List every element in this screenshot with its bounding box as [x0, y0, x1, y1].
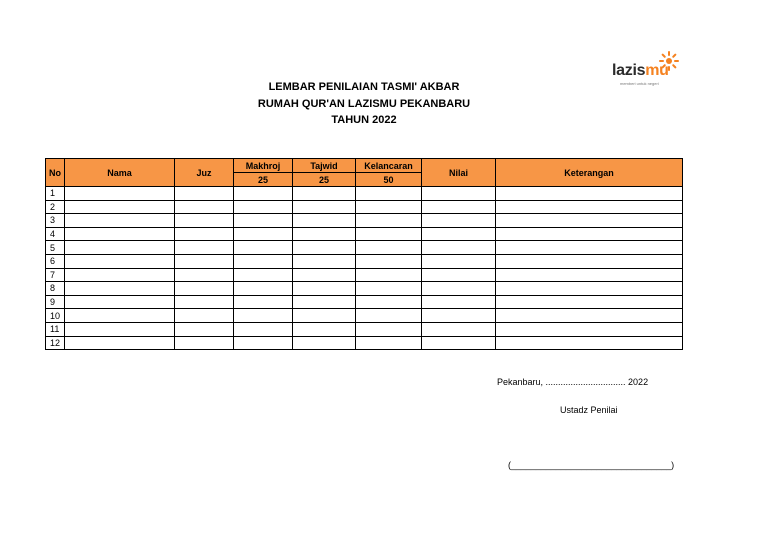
cell-kelancaran	[356, 268, 422, 282]
cell-kelancaran	[356, 322, 422, 336]
cell-juz	[175, 214, 234, 228]
cell-makhroj	[234, 187, 293, 201]
cell-tajwid	[293, 227, 356, 241]
cell-no: 9	[46, 295, 65, 309]
cell-makhroj	[234, 322, 293, 336]
cell-no: 8	[46, 282, 65, 296]
cell-makhroj	[234, 254, 293, 268]
header-kelancaran: Kelancaran	[356, 159, 422, 173]
cell-keterangan	[496, 282, 683, 296]
cell-kelancaran	[356, 295, 422, 309]
table-row	[46, 268, 683, 282]
cell-nilai	[422, 295, 496, 309]
cell-tajwid	[293, 200, 356, 214]
header-juz: Juz	[175, 159, 234, 187]
cell-nama	[65, 214, 175, 228]
table-row	[46, 200, 683, 214]
weight-makhroj: 25	[234, 173, 293, 187]
header-makhroj: Makhroj	[234, 159, 293, 173]
cell-nilai	[422, 200, 496, 214]
signature-place-date: Pekanbaru, ................................ 2022	[497, 377, 649, 387]
cell-keterangan	[496, 227, 683, 241]
table-row	[46, 214, 683, 228]
assessment-table	[45, 158, 683, 350]
cell-kelancaran	[356, 282, 422, 296]
cell-juz	[175, 254, 234, 268]
cell-kelancaran	[356, 200, 422, 214]
cell-kelancaran	[356, 241, 422, 255]
cell-kelancaran	[356, 214, 422, 228]
cell-nama	[65, 322, 175, 336]
cell-nilai	[422, 254, 496, 268]
title-line-3: TAHUN 2022	[331, 114, 397, 126]
cell-nilai	[422, 309, 496, 323]
cell-no: 4	[46, 227, 65, 241]
cell-makhroj	[234, 336, 293, 350]
weight-tajwid: 25	[293, 173, 356, 187]
cell-juz	[175, 336, 234, 350]
title-line-2: RUMAH QUR'AN LAZISMU PEKANBARU	[257, 97, 471, 110]
table-row	[46, 282, 683, 296]
cell-nama	[65, 254, 175, 268]
logo-wordmark	[612, 62, 669, 80]
cell-keterangan	[496, 254, 683, 268]
header-no: No	[46, 159, 65, 187]
cell-juz	[175, 322, 234, 336]
cell-makhroj	[234, 200, 293, 214]
cell-nama	[65, 200, 175, 214]
cell-kelancaran	[356, 336, 422, 350]
cell-nama	[65, 282, 175, 296]
cell-makhroj	[234, 295, 293, 309]
cell-nilai	[422, 268, 496, 282]
cell-makhroj	[234, 282, 293, 296]
cell-nama	[65, 268, 175, 282]
signature-name-line: (________________________________)	[508, 460, 675, 470]
cell-nilai	[422, 241, 496, 255]
cell-nama	[65, 187, 175, 201]
cell-keterangan	[496, 295, 683, 309]
cell-keterangan	[496, 187, 683, 201]
cell-nilai	[422, 187, 496, 201]
cell-no: 10	[46, 309, 65, 323]
table-row	[46, 322, 683, 336]
cell-keterangan	[496, 268, 683, 282]
cell-no: 7	[46, 268, 65, 282]
cell-no: 12	[46, 336, 65, 350]
cell-juz	[175, 241, 234, 255]
table-row	[46, 187, 683, 201]
table-row	[46, 309, 683, 323]
cell-kelancaran	[356, 187, 422, 201]
header-nama: Nama	[65, 159, 175, 187]
cell-juz	[175, 187, 234, 201]
cell-no: 6	[46, 254, 65, 268]
weight-kelancaran: 50	[356, 173, 422, 187]
cell-juz	[175, 227, 234, 241]
cell-keterangan	[496, 309, 683, 323]
cell-juz	[175, 282, 234, 296]
cell-makhroj	[234, 268, 293, 282]
cell-nilai	[422, 214, 496, 228]
cell-keterangan	[496, 322, 683, 336]
cell-makhroj	[234, 309, 293, 323]
header-keterangan: Keterangan	[496, 159, 683, 187]
cell-keterangan	[496, 336, 683, 350]
cell-nilai	[422, 227, 496, 241]
cell-juz	[175, 268, 234, 282]
cell-nama	[65, 227, 175, 241]
table-row	[46, 295, 683, 309]
cell-nama	[65, 295, 175, 309]
cell-makhroj	[234, 214, 293, 228]
cell-kelancaran	[356, 254, 422, 268]
header-tajwid: Tajwid	[293, 159, 356, 173]
cell-tajwid	[293, 268, 356, 282]
table-row	[46, 241, 683, 255]
cell-tajwid	[293, 336, 356, 350]
title-line-1: LEMBAR PENILAIAN TASMI' AKBAR	[268, 81, 460, 93]
cell-no: 5	[46, 241, 65, 255]
cell-juz	[175, 309, 234, 323]
logo-wordmark-part1: lazis	[612, 62, 646, 79]
cell-nilai	[422, 336, 496, 350]
document-title	[0, 79, 728, 129]
cell-kelancaran	[356, 309, 422, 323]
cell-no: 1	[46, 187, 65, 201]
cell-tajwid	[293, 241, 356, 255]
cell-makhroj	[234, 241, 293, 255]
cell-keterangan	[496, 241, 683, 255]
cell-makhroj	[234, 227, 293, 241]
cell-nama	[65, 241, 175, 255]
logo-wordmark-part2: mu	[645, 62, 669, 79]
logo-tagline: memberi untuk negeri	[620, 81, 659, 86]
cell-juz	[175, 200, 234, 214]
signature-role: Ustadz Penilai	[560, 405, 618, 415]
cell-tajwid	[293, 254, 356, 268]
header-nilai: Nilai	[422, 159, 496, 187]
cell-no: 2	[46, 200, 65, 214]
cell-tajwid	[293, 295, 356, 309]
cell-nama	[65, 336, 175, 350]
cell-nilai	[422, 322, 496, 336]
table-row	[46, 336, 683, 350]
cell-no: 11	[46, 322, 65, 336]
table-row	[46, 254, 683, 268]
cell-nilai	[422, 282, 496, 296]
cell-tajwid	[293, 309, 356, 323]
cell-juz	[175, 295, 234, 309]
cell-tajwid	[293, 322, 356, 336]
cell-keterangan	[496, 200, 683, 214]
cell-tajwid	[293, 214, 356, 228]
cell-kelancaran	[356, 227, 422, 241]
cell-no: 3	[46, 214, 65, 228]
cell-keterangan	[496, 214, 683, 228]
cell-nama	[65, 309, 175, 323]
cell-tajwid	[293, 282, 356, 296]
table-row	[46, 227, 683, 241]
cell-tajwid	[293, 187, 356, 201]
